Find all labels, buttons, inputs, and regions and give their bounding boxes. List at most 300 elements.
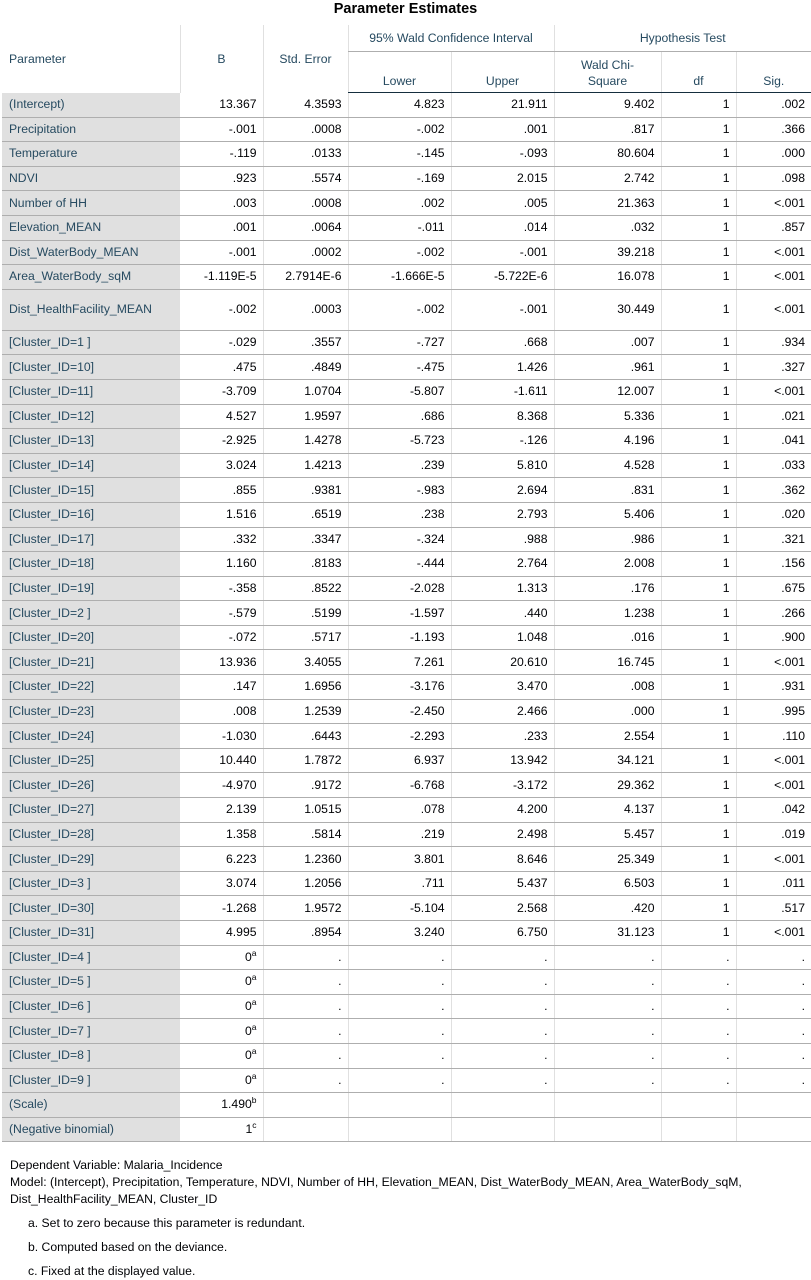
row-header-parameter: Elevation_MEAN xyxy=(2,215,180,240)
cell-b: 1.516 xyxy=(180,502,263,527)
table-row xyxy=(2,1019,811,1044)
col-header-b: B xyxy=(180,25,263,93)
cell-df: 1 xyxy=(661,921,736,946)
cell-wald-chi-square: 80.604 xyxy=(554,142,661,167)
cell-std-error: . xyxy=(263,945,348,970)
cell-df: 1 xyxy=(661,404,736,429)
row-header-parameter: [Cluster_ID=25] xyxy=(2,748,180,773)
cell-std-error: .9381 xyxy=(263,478,348,503)
cell-df: 1 xyxy=(661,502,736,527)
table-row xyxy=(2,142,811,167)
cell-df: 1 xyxy=(661,650,736,675)
cell-std-error: .0064 xyxy=(263,215,348,240)
cell-df: 1 xyxy=(661,117,736,142)
col-header-lower: Lower xyxy=(348,52,451,93)
cell-wald-chi-square: 4.528 xyxy=(554,453,661,478)
row-header-parameter: (Negative binomial) xyxy=(2,1117,180,1142)
cell-std-error: 1.6956 xyxy=(263,675,348,700)
cell-sig: .000 xyxy=(736,142,811,167)
cell-std-error: 1.0704 xyxy=(263,379,348,404)
cell-b xyxy=(180,970,263,995)
cell-std-error: . xyxy=(263,994,348,1019)
cell-wald-chi-square: . xyxy=(554,970,661,995)
cell-std-error: .3347 xyxy=(263,527,348,552)
row-header-parameter: [Cluster_ID=10] xyxy=(2,355,180,380)
cell-std-error: .5814 xyxy=(263,822,348,847)
cell-upper: 2.466 xyxy=(451,699,554,724)
cell-b: 3.024 xyxy=(180,453,263,478)
table-row xyxy=(2,478,811,503)
cell-upper xyxy=(451,1117,554,1142)
cell-upper: 2.015 xyxy=(451,166,554,191)
cell-wald-chi-square: .176 xyxy=(554,576,661,601)
cell-lower: .219 xyxy=(348,822,451,847)
cell-b: -.119 xyxy=(180,142,263,167)
cell-b: .001 xyxy=(180,215,263,240)
cell-df: 1 xyxy=(661,478,736,503)
cell-wald-chi-square: .817 xyxy=(554,117,661,142)
cell-upper: 2.694 xyxy=(451,478,554,503)
cell-sig: .362 xyxy=(736,478,811,503)
cell-lower: -5.104 xyxy=(348,896,451,921)
cell-sig: <.001 xyxy=(736,921,811,946)
row-header-parameter: [Cluster_ID=16] xyxy=(2,502,180,527)
cell-lower: .002 xyxy=(348,191,451,216)
cell-df: 1 xyxy=(661,355,736,380)
wald-line-1: Wald Chi- xyxy=(580,58,635,72)
value: 0 xyxy=(244,999,252,1014)
cell-upper: 20.610 xyxy=(451,650,554,675)
cell-df: 1 xyxy=(661,379,736,404)
cell-b: 13.367 xyxy=(180,93,263,118)
table-row xyxy=(2,921,811,946)
cell-sig: <.001 xyxy=(736,240,811,265)
row-header-parameter: [Cluster_ID=18] xyxy=(2,552,180,577)
cell-df: 1 xyxy=(661,724,736,749)
cell-sig: .995 xyxy=(736,699,811,724)
cell-std-error xyxy=(263,1093,348,1118)
cell-std-error: .6443 xyxy=(263,724,348,749)
cell-df: 1 xyxy=(661,453,736,478)
wald-line-2: Square xyxy=(587,74,628,88)
table-row xyxy=(2,552,811,577)
cell-b: .008 xyxy=(180,699,263,724)
cell-wald-chi-square: .000 xyxy=(554,699,661,724)
cell-lower: -.002 xyxy=(348,240,451,265)
cell-std-error: .8183 xyxy=(263,552,348,577)
cell-std-error: 1.9572 xyxy=(263,896,348,921)
cell-lower: .686 xyxy=(348,404,451,429)
table-row xyxy=(2,699,811,724)
table-row xyxy=(2,896,811,921)
table-footnotes xyxy=(10,1157,805,1280)
cell-b: -.001 xyxy=(180,240,263,265)
cell-upper: 2.568 xyxy=(451,896,554,921)
row-header-parameter: Dist_HealthFacility_MEAN xyxy=(2,289,180,330)
col-header-parameter: Parameter xyxy=(9,51,66,66)
parameter-estimates-table xyxy=(2,25,811,1142)
row-header-parameter: [Cluster_ID=11] xyxy=(2,379,180,404)
cell-df: . xyxy=(661,1068,736,1093)
cell-df: 1 xyxy=(661,625,736,650)
cell-sig: <.001 xyxy=(736,265,811,290)
cell-df: 1 xyxy=(661,289,736,330)
row-header-parameter: Precipitation xyxy=(2,117,180,142)
table-row xyxy=(2,527,811,552)
table-row xyxy=(2,191,811,216)
cell-lower: -.002 xyxy=(348,289,451,330)
table-row xyxy=(2,871,811,896)
cell-df: 1 xyxy=(661,748,736,773)
cell-std-error: .9172 xyxy=(263,773,348,798)
cell-b xyxy=(180,1019,263,1044)
value: 0 xyxy=(244,974,252,989)
cell-b: 2.139 xyxy=(180,798,263,823)
cell-lower: 3.240 xyxy=(348,921,451,946)
cell-df: 1 xyxy=(661,601,736,626)
cell-sig: <.001 xyxy=(736,748,811,773)
cell-b: .003 xyxy=(180,191,263,216)
cell-wald-chi-square: .961 xyxy=(554,355,661,380)
cell-wald-chi-square: 1.238 xyxy=(554,601,661,626)
footnote-model: Model: (Intercept), Precipitation, Temperature, NDVI, Number of HH, Elevation_MEAN, Dist_WaterBody_MEAN, Area_WaterBody_sqM, Dist_HealthFacility_MEAN, Cluster_ID xyxy=(10,1175,742,1206)
cell-wald-chi-square: 5.336 xyxy=(554,404,661,429)
cell-wald-chi-square: .420 xyxy=(554,896,661,921)
cell-upper: .440 xyxy=(451,601,554,626)
col-header-wald-chi-square xyxy=(554,52,661,93)
row-header-parameter: [Cluster_ID=1 ] xyxy=(2,330,180,355)
cell-lower: -2.450 xyxy=(348,699,451,724)
cell-lower: -.324 xyxy=(348,527,451,552)
value: 0 xyxy=(244,1072,252,1087)
cell-sig: <.001 xyxy=(736,191,811,216)
value: 0 xyxy=(244,1023,252,1038)
cell-df: 1 xyxy=(661,191,736,216)
cell-wald-chi-square: .831 xyxy=(554,478,661,503)
cell-sig: .110 xyxy=(736,724,811,749)
cell-lower: . xyxy=(348,994,451,1019)
cell-upper: -.001 xyxy=(451,240,554,265)
cell-wald-chi-square: .016 xyxy=(554,625,661,650)
cell-std-error: .6519 xyxy=(263,502,348,527)
table-row xyxy=(2,675,811,700)
cell-wald-chi-square: .986 xyxy=(554,527,661,552)
cell-b: 10.440 xyxy=(180,748,263,773)
table-row xyxy=(2,1117,811,1142)
cell-std-error: 1.4278 xyxy=(263,429,348,454)
cell-b xyxy=(180,1117,263,1142)
footnote-b: b. Computed based on the deviance. xyxy=(28,1240,228,1254)
cell-upper: . xyxy=(451,945,554,970)
cell-b: .855 xyxy=(180,478,263,503)
cell-upper: -1.611 xyxy=(451,379,554,404)
row-header-parameter: [Cluster_ID=3 ] xyxy=(2,871,180,896)
row-header-parameter: [Cluster_ID=28] xyxy=(2,822,180,847)
cell-b: -.579 xyxy=(180,601,263,626)
cell-b: -4.970 xyxy=(180,773,263,798)
cell-upper: .005 xyxy=(451,191,554,216)
table-row xyxy=(2,117,811,142)
cell-lower: 7.261 xyxy=(348,650,451,675)
row-header-parameter: NDVI xyxy=(2,166,180,191)
cell-upper: 3.470 xyxy=(451,675,554,700)
cell-wald-chi-square: 4.196 xyxy=(554,429,661,454)
cell-b: -.001 xyxy=(180,117,263,142)
cell-df xyxy=(661,1093,736,1118)
cell-lower: -2.293 xyxy=(348,724,451,749)
row-header-parameter: Number of HH xyxy=(2,191,180,216)
cell-b: -1.268 xyxy=(180,896,263,921)
cell-lower: -.983 xyxy=(348,478,451,503)
cell-df: 1 xyxy=(661,330,736,355)
cell-sig: .321 xyxy=(736,527,811,552)
cell-b: -.358 xyxy=(180,576,263,601)
cell-std-error: .0002 xyxy=(263,240,348,265)
cell-wald-chi-square: . xyxy=(554,945,661,970)
cell-wald-chi-square: 5.457 xyxy=(554,822,661,847)
table-row xyxy=(2,1068,811,1093)
cell-std-error xyxy=(263,1117,348,1142)
cell-upper: . xyxy=(451,1068,554,1093)
col-header-upper: Upper xyxy=(451,52,554,93)
cell-wald-chi-square: 4.137 xyxy=(554,798,661,823)
row-header-parameter: [Cluster_ID=9 ] xyxy=(2,1068,180,1093)
cell-b: .475 xyxy=(180,355,263,380)
table-row xyxy=(2,773,811,798)
cell-std-error: 1.0515 xyxy=(263,798,348,823)
cell-lower: -1.597 xyxy=(348,601,451,626)
footnote-c: c. Fixed at the displayed value. xyxy=(28,1264,196,1278)
cell-std-error: . xyxy=(263,1068,348,1093)
table-row xyxy=(2,601,811,626)
row-header-parameter: [Cluster_ID=24] xyxy=(2,724,180,749)
table-body xyxy=(2,93,811,1142)
cell-b: .923 xyxy=(180,166,263,191)
col-header-sig: Sig. xyxy=(736,52,811,93)
cell-std-error: .0008 xyxy=(263,117,348,142)
cell-lower: -3.176 xyxy=(348,675,451,700)
row-header-parameter: [Cluster_ID=2 ] xyxy=(2,601,180,626)
footnote-marker: a xyxy=(251,997,257,1008)
cell-upper: 8.368 xyxy=(451,404,554,429)
cell-lower: . xyxy=(348,1068,451,1093)
col-header-std-error: Std. Error xyxy=(263,25,348,93)
cell-lower: -5.807 xyxy=(348,379,451,404)
cell-upper: 1.048 xyxy=(451,625,554,650)
cell-std-error: . xyxy=(263,1019,348,1044)
cell-sig: .366 xyxy=(736,117,811,142)
cell-sig: .041 xyxy=(736,429,811,454)
cell-sig: .002 xyxy=(736,93,811,118)
table-row xyxy=(2,404,811,429)
cell-sig: .042 xyxy=(736,798,811,823)
cell-upper: -.093 xyxy=(451,142,554,167)
cell-upper: 13.942 xyxy=(451,748,554,773)
col-header-df: df xyxy=(661,52,736,93)
cell-b: .332 xyxy=(180,527,263,552)
cell-std-error: 4.3593 xyxy=(263,93,348,118)
cell-df: 1 xyxy=(661,215,736,240)
cell-upper: 2.764 xyxy=(451,552,554,577)
cell-wald-chi-square: . xyxy=(554,1019,661,1044)
table-row xyxy=(2,650,811,675)
cell-sig xyxy=(736,1117,811,1142)
cell-upper: .988 xyxy=(451,527,554,552)
cell-upper: -.126 xyxy=(451,429,554,454)
value: 1 xyxy=(245,1122,253,1137)
table-row xyxy=(2,265,811,290)
cell-df: 1 xyxy=(661,847,736,872)
cell-wald-chi-square: .032 xyxy=(554,215,661,240)
cell-upper: -5.722E-6 xyxy=(451,265,554,290)
cell-b: .147 xyxy=(180,675,263,700)
cell-std-error: 3.4055 xyxy=(263,650,348,675)
cell-df: 1 xyxy=(661,429,736,454)
table-row xyxy=(2,994,811,1019)
cell-std-error: .0003 xyxy=(263,289,348,330)
cell-std-error: .0133 xyxy=(263,142,348,167)
cell-b xyxy=(180,945,263,970)
cell-sig: . xyxy=(736,945,811,970)
cell-upper: 1.313 xyxy=(451,576,554,601)
row-header-parameter: [Cluster_ID=26] xyxy=(2,773,180,798)
cell-b: -1.119E-5 xyxy=(180,265,263,290)
cell-wald-chi-square: 2.554 xyxy=(554,724,661,749)
cell-std-error: 1.7872 xyxy=(263,748,348,773)
table-row xyxy=(2,93,811,118)
cell-b xyxy=(180,1093,263,1118)
cell-sig: .675 xyxy=(736,576,811,601)
cell-std-error: 1.2056 xyxy=(263,871,348,896)
cell-upper: .001 xyxy=(451,117,554,142)
cell-b: -3.709 xyxy=(180,379,263,404)
cell-lower xyxy=(348,1093,451,1118)
cell-upper: 2.793 xyxy=(451,502,554,527)
cell-sig: .266 xyxy=(736,601,811,626)
cell-lower: -.727 xyxy=(348,330,451,355)
row-header-parameter: [Cluster_ID=15] xyxy=(2,478,180,503)
cell-df: 1 xyxy=(661,871,736,896)
cell-wald-chi-square: 16.745 xyxy=(554,650,661,675)
cell-lower: -1.666E-5 xyxy=(348,265,451,290)
row-header-parameter: [Cluster_ID=30] xyxy=(2,896,180,921)
cell-upper: 2.498 xyxy=(451,822,554,847)
table-row xyxy=(2,502,811,527)
cell-b: 4.995 xyxy=(180,921,263,946)
cell-sig: . xyxy=(736,1068,811,1093)
cell-wald-chi-square: . xyxy=(554,1043,661,1068)
cell-std-error: 2.7914E-6 xyxy=(263,265,348,290)
cell-lower: . xyxy=(348,1043,451,1068)
cell-df: 1 xyxy=(661,265,736,290)
cell-df: . xyxy=(661,994,736,1019)
cell-b: 1.160 xyxy=(180,552,263,577)
cell-df: 1 xyxy=(661,240,736,265)
cell-wald-chi-square: 30.449 xyxy=(554,289,661,330)
cell-sig: . xyxy=(736,994,811,1019)
cell-df: 1 xyxy=(661,576,736,601)
cell-wald-chi-square: 6.503 xyxy=(554,871,661,896)
cell-b: 13.936 xyxy=(180,650,263,675)
cell-wald-chi-square: . xyxy=(554,1068,661,1093)
cell-df: 1 xyxy=(661,552,736,577)
row-header-parameter: [Cluster_ID=22] xyxy=(2,675,180,700)
table-row xyxy=(2,215,811,240)
cell-df: 1 xyxy=(661,896,736,921)
cell-sig: .020 xyxy=(736,502,811,527)
cell-lower xyxy=(348,1117,451,1142)
cell-lower: 3.801 xyxy=(348,847,451,872)
cell-std-error: .5574 xyxy=(263,166,348,191)
cell-wald-chi-square: 31.123 xyxy=(554,921,661,946)
cell-wald-chi-square: .007 xyxy=(554,330,661,355)
footnote-a: a. Set to zero because this parameter is redundant. xyxy=(28,1216,306,1230)
row-header-parameter: [Cluster_ID=8 ] xyxy=(2,1043,180,1068)
cell-wald-chi-square: 12.007 xyxy=(554,379,661,404)
cell-b xyxy=(180,1068,263,1093)
cell-std-error: 1.4213 xyxy=(263,453,348,478)
cell-upper: -3.172 xyxy=(451,773,554,798)
footnote-marker: a xyxy=(251,1021,257,1032)
cell-wald-chi-square: . xyxy=(554,994,661,1019)
cell-lower: -.169 xyxy=(348,166,451,191)
cell-std-error: .5199 xyxy=(263,601,348,626)
table-row xyxy=(2,240,811,265)
cell-upper: 4.200 xyxy=(451,798,554,823)
cell-wald-chi-square: .008 xyxy=(554,675,661,700)
cell-upper: 21.911 xyxy=(451,93,554,118)
cell-sig: .517 xyxy=(736,896,811,921)
footnote-marker: a xyxy=(251,972,257,983)
cell-sig: .019 xyxy=(736,822,811,847)
row-header-parameter: [Cluster_ID=29] xyxy=(2,847,180,872)
cell-upper: 5.810 xyxy=(451,453,554,478)
cell-lower: -2.028 xyxy=(348,576,451,601)
row-header-parameter: [Cluster_ID=12] xyxy=(2,404,180,429)
cell-upper: .668 xyxy=(451,330,554,355)
cell-wald-chi-square: 21.363 xyxy=(554,191,661,216)
cell-std-error: . xyxy=(263,970,348,995)
table-row xyxy=(2,379,811,404)
table-row xyxy=(2,166,811,191)
cell-sig: .931 xyxy=(736,675,811,700)
cell-upper: .233 xyxy=(451,724,554,749)
cell-upper: . xyxy=(451,1019,554,1044)
cell-wald-chi-square xyxy=(554,1117,661,1142)
row-header-parameter: Temperature xyxy=(2,142,180,167)
cell-df: 1 xyxy=(661,699,736,724)
cell-lower: 6.937 xyxy=(348,748,451,773)
cell-df: . xyxy=(661,970,736,995)
cell-std-error: .5717 xyxy=(263,625,348,650)
cell-sig: .327 xyxy=(736,355,811,380)
footnote-dependent-variable: Dependent Variable: Malaria_Incidence xyxy=(10,1158,223,1172)
cell-df: 1 xyxy=(661,798,736,823)
table-row xyxy=(2,724,811,749)
cell-df: 1 xyxy=(661,675,736,700)
cell-sig: .156 xyxy=(736,552,811,577)
cell-lower: 4.823 xyxy=(348,93,451,118)
cell-df: 1 xyxy=(661,822,736,847)
cell-df: . xyxy=(661,1019,736,1044)
row-header-parameter: [Cluster_ID=6 ] xyxy=(2,994,180,1019)
cell-sig: .098 xyxy=(736,166,811,191)
cell-lower: .078 xyxy=(348,798,451,823)
row-header-parameter: (Scale) xyxy=(2,1093,180,1118)
cell-std-error: .0008 xyxy=(263,191,348,216)
row-header-parameter: [Cluster_ID=20] xyxy=(2,625,180,650)
cell-upper: 1.426 xyxy=(451,355,554,380)
